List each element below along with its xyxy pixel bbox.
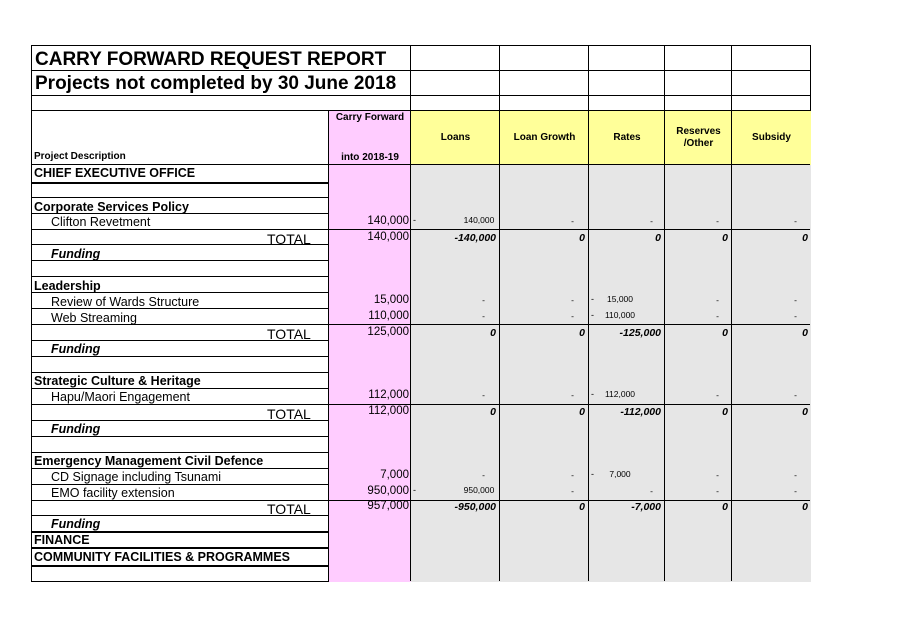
total-reserves: 0 bbox=[722, 406, 728, 418]
header-reserves: Reserves bbox=[676, 126, 721, 137]
subsidy-value: - bbox=[794, 295, 797, 305]
loan-growth-value: - bbox=[571, 216, 574, 226]
carry-forward-value: 112,000 bbox=[368, 389, 409, 401]
grid-line-h bbox=[32, 182, 329, 184]
total-rates: -125,000 bbox=[619, 327, 661, 339]
section-community-facilities: COMMUNITY FACILITIES & PROGRAMMES bbox=[34, 550, 291, 564]
total-subsidy: 0 bbox=[802, 232, 808, 244]
total-label: TOTAL bbox=[267, 231, 311, 247]
grid-line-h bbox=[32, 436, 329, 437]
subsidy-value: - bbox=[794, 390, 797, 400]
total-carry-forward: 112,000 bbox=[368, 405, 409, 417]
grid-line-h bbox=[32, 276, 329, 277]
funding-label: Funding bbox=[51, 247, 101, 261]
group-leadership: Leadership bbox=[34, 279, 101, 293]
total-loan-growth: 0 bbox=[579, 327, 585, 339]
loans-value: - bbox=[482, 311, 485, 321]
rates-value: 15,000 bbox=[607, 294, 633, 304]
loan-growth-value: - bbox=[571, 311, 574, 321]
section-chief-executive-office: CHIEF EXECUTIVE OFFICE bbox=[34, 166, 196, 180]
total-loans: 0 bbox=[490, 327, 496, 339]
total-loans: -950,000 bbox=[454, 501, 496, 513]
header-carry-forward-year: into 2018-19 bbox=[341, 152, 399, 163]
total-carry-forward: 957,000 bbox=[367, 500, 409, 512]
grid-line-h bbox=[32, 388, 329, 389]
dash-marker: - bbox=[591, 389, 594, 399]
subsidy-value: - bbox=[794, 486, 797, 496]
total-subsidy: 0 bbox=[802, 406, 808, 418]
loan-growth-value: - bbox=[571, 486, 574, 496]
funding-label: Funding bbox=[51, 517, 101, 531]
item-clifton-revetment: Clifton Revetment bbox=[51, 215, 151, 229]
item-cd-signage: CD Signage including Tsunami bbox=[51, 470, 222, 484]
funding-label: Funding bbox=[51, 422, 101, 436]
grid-line-h bbox=[32, 484, 329, 485]
total-subsidy: 0 bbox=[802, 327, 808, 339]
rates-value: 112,000 bbox=[604, 389, 636, 399]
total-loan-growth: 0 bbox=[579, 406, 585, 418]
rates-value: 110,000 bbox=[604, 310, 636, 320]
grid-line-h bbox=[32, 164, 810, 165]
rates-value: 7,000 bbox=[609, 469, 631, 479]
total-label: TOTAL bbox=[267, 501, 311, 517]
carry-forward-value: 140,000 bbox=[367, 215, 409, 227]
reserves-value: - bbox=[716, 390, 719, 400]
funding-body-fill bbox=[411, 165, 811, 582]
total-label: TOTAL bbox=[267, 406, 311, 422]
loans-value: - bbox=[482, 470, 485, 480]
grid-line-h bbox=[32, 197, 329, 198]
grid-line-h bbox=[32, 404, 329, 405]
reserves-value: - bbox=[716, 470, 719, 480]
carry-forward-value: 15,000 bbox=[373, 294, 409, 306]
total-row-line bbox=[329, 324, 810, 325]
total-label: TOTAL bbox=[267, 326, 311, 342]
grid-line-h bbox=[32, 452, 329, 453]
grid-line-h bbox=[32, 547, 329, 549]
loans-value: 140,000 bbox=[463, 215, 495, 225]
subsidy-value: - bbox=[794, 311, 797, 321]
header-reserves-other: /Other bbox=[683, 138, 714, 149]
loans-value: - bbox=[482, 390, 485, 400]
item-web-streaming: Web Streaming bbox=[51, 311, 137, 325]
reserves-value: - bbox=[716, 295, 719, 305]
group-emergency-management: Emergency Management Civil Defence bbox=[34, 454, 264, 468]
dash-marker: - bbox=[413, 485, 416, 495]
subsidy-value: - bbox=[794, 216, 797, 226]
total-reserves: 0 bbox=[722, 232, 728, 244]
item-review-of-wards-structure: Review of Wards Structure bbox=[51, 295, 200, 309]
item-emo-facility-extension: EMO facility extension bbox=[51, 486, 175, 500]
grid-line-h bbox=[32, 229, 329, 230]
total-rates: -112,000 bbox=[620, 406, 661, 418]
header-loans: Loans bbox=[440, 132, 471, 143]
total-carry-forward: 140,000 bbox=[367, 231, 409, 243]
dash-marker: - bbox=[591, 310, 594, 320]
grid-line-h bbox=[32, 468, 329, 469]
loan-growth-value: - bbox=[571, 390, 574, 400]
reserves-value: - bbox=[716, 216, 719, 226]
total-carry-forward: 125,000 bbox=[367, 326, 409, 338]
dash-marker: - bbox=[413, 215, 416, 225]
total-subsidy: 0 bbox=[802, 501, 808, 513]
grid-line-h bbox=[32, 70, 810, 71]
loans-value: 950,000 bbox=[463, 485, 495, 495]
header-rates: Rates bbox=[613, 132, 641, 143]
loan-growth-value: - bbox=[571, 470, 574, 480]
section-finance: FINANCE bbox=[34, 533, 90, 547]
grid-line-h bbox=[32, 95, 810, 96]
group-corporate-services-policy: Corporate Services Policy bbox=[34, 200, 189, 214]
total-rates: -7,000 bbox=[631, 501, 661, 513]
carry-forward-value: 110,000 bbox=[368, 310, 409, 322]
header-project-description: Project Description bbox=[34, 151, 126, 162]
grid-line-h bbox=[32, 372, 329, 373]
rates-value: - bbox=[650, 216, 653, 226]
dash-marker: - bbox=[591, 469, 594, 479]
carry-forward-value: 7,000 bbox=[380, 469, 409, 481]
reserves-value: - bbox=[716, 311, 719, 321]
total-reserves: 0 bbox=[722, 501, 728, 513]
total-row-line bbox=[329, 229, 810, 230]
carry-forward-report bbox=[31, 45, 811, 582]
total-reserves: 0 bbox=[722, 327, 728, 339]
header-loan-growth: Loan Growth bbox=[513, 132, 576, 143]
total-rates: 0 bbox=[655, 232, 661, 244]
rates-value: - bbox=[650, 486, 653, 496]
loans-value: - bbox=[482, 295, 485, 305]
total-loans: 0 bbox=[490, 406, 496, 418]
total-loans: -140,000 bbox=[454, 232, 496, 244]
report-title: CARRY FORWARD REQUEST REPORT bbox=[35, 49, 387, 70]
header-subsidy: Subsidy bbox=[752, 132, 791, 143]
loan-growth-value: - bbox=[571, 295, 574, 305]
report-subtitle: Projects not completed by 30 June 2018 bbox=[35, 73, 397, 94]
reserves-value: - bbox=[716, 486, 719, 496]
header-carry-forward: Carry Forward bbox=[335, 112, 405, 123]
funding-label: Funding bbox=[51, 342, 101, 356]
grid-line-h bbox=[32, 565, 329, 567]
grid-line-h bbox=[32, 356, 329, 357]
total-loan-growth: 0 bbox=[579, 232, 585, 244]
carry-forward-value: 950,000 bbox=[367, 485, 409, 497]
item-hapu-maori-engagement: Hapu/Maori Engagement bbox=[51, 390, 190, 404]
grid-line-h bbox=[32, 110, 810, 111]
dash-marker: - bbox=[591, 294, 594, 304]
total-loan-growth: 0 bbox=[579, 501, 585, 513]
group-strategic-culture-heritage: Strategic Culture & Heritage bbox=[34, 374, 201, 388]
subsidy-value: - bbox=[794, 470, 797, 480]
